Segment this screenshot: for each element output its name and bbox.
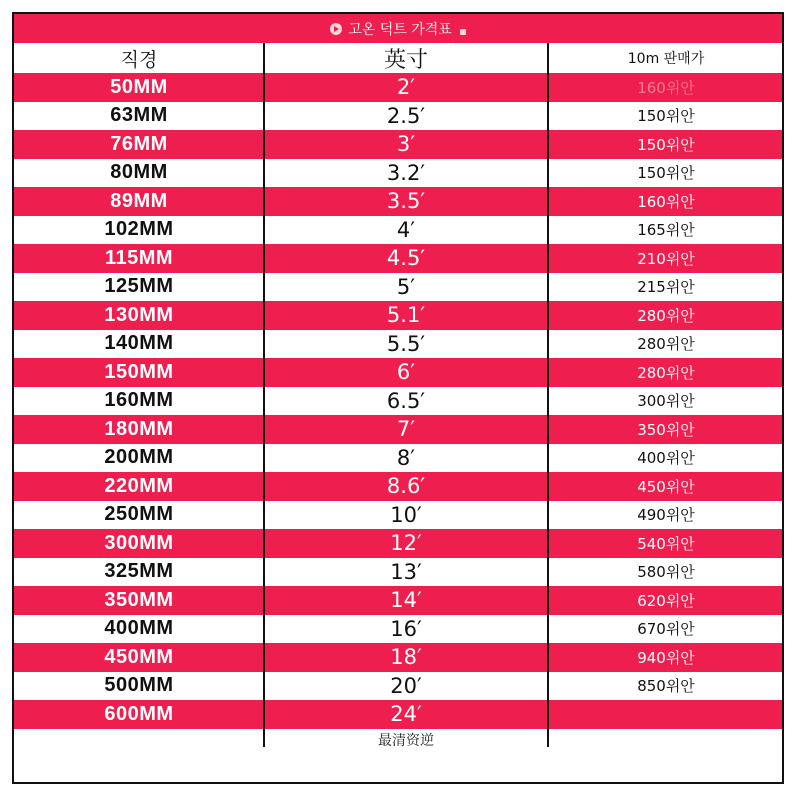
- inch-cell: 4′: [396, 217, 416, 242]
- diameter-cell: 130MM: [104, 303, 174, 326]
- inch-cell: 24′: [390, 702, 422, 727]
- diameter-cell: 400MM: [104, 617, 174, 640]
- inch-cell: 10′: [390, 502, 422, 527]
- price-cell: 280위안: [637, 363, 695, 382]
- inch-cell: 4.5′: [386, 246, 426, 271]
- diameter-cell: 500MM: [104, 674, 174, 697]
- diameter-cell: 450MM: [104, 645, 174, 668]
- title-bar: [14, 14, 782, 43]
- table-row: [14, 301, 782, 330]
- price-cell: 940위안: [637, 648, 695, 667]
- diameter-cell: 325MM: [104, 560, 174, 583]
- table-body: [14, 73, 782, 729]
- table-row: [14, 358, 782, 387]
- column-divider-1: [263, 43, 265, 747]
- price-table-frame: [12, 12, 784, 784]
- inch-cell: 2′: [396, 75, 416, 100]
- price-cell: 150위안: [637, 135, 695, 154]
- diameter-cell: 63MM: [110, 104, 168, 127]
- price-cell: 215위안: [637, 278, 695, 297]
- table-row: [14, 700, 782, 729]
- price-cell: 160위안: [637, 192, 695, 211]
- inch-cell: 3′: [396, 132, 416, 157]
- price-cell: 280위안: [637, 306, 695, 325]
- table-row: [14, 330, 782, 359]
- price-cell: 210위안: [637, 249, 695, 268]
- inch-cell: 6.5′: [386, 388, 426, 413]
- diameter-cell: 350MM: [104, 588, 174, 611]
- table-row: [14, 216, 782, 245]
- table-row: [14, 187, 782, 216]
- header-price: 10m 판매가: [627, 51, 705, 67]
- table-row: [14, 159, 782, 188]
- price-cell: 540위안: [637, 534, 695, 553]
- column-divider-2: [547, 43, 549, 747]
- price-cell: 580위안: [637, 563, 695, 582]
- table-row: [14, 672, 782, 701]
- table-row: [14, 643, 782, 672]
- diameter-cell: 76MM: [110, 132, 168, 155]
- diameter-cell: 125MM: [104, 275, 174, 298]
- price-cell: 620위안: [637, 591, 695, 610]
- price-cell: 850위안: [637, 677, 695, 696]
- diameter-cell: 89MM: [110, 189, 168, 212]
- table-row: [14, 529, 782, 558]
- price-cell: [548, 700, 784, 729]
- price-cell: 450위안: [637, 477, 695, 496]
- diameter-cell: 80MM: [110, 161, 168, 184]
- inch-cell: 5′: [396, 274, 416, 299]
- diameter-cell: 250MM: [104, 503, 174, 526]
- diameter-cell: 200MM: [104, 446, 174, 469]
- diameter-cell: 220MM: [104, 474, 174, 497]
- inch-cell: 2.5′: [386, 103, 426, 128]
- table-row: [14, 73, 782, 102]
- price-cell: 400위안: [637, 449, 695, 468]
- diameter-cell: 180MM: [104, 417, 174, 440]
- inch-cell: 18′: [390, 645, 422, 670]
- play-icon: [330, 23, 342, 35]
- inch-cell: 8.6′: [386, 474, 426, 499]
- diameter-cell: 160MM: [104, 389, 174, 412]
- price-cell: 280위안: [637, 335, 695, 354]
- table-row: [14, 615, 782, 644]
- diameter-cell: 102MM: [104, 218, 174, 241]
- table-header-row: [14, 43, 782, 73]
- diameter-cell: 140MM: [104, 332, 174, 355]
- price-cell: 165위안: [637, 221, 695, 240]
- table-row: [14, 415, 782, 444]
- price-cell: 300위안: [637, 392, 695, 411]
- price-cell: 150위안: [637, 107, 695, 126]
- footer-note: 最清资逆: [378, 733, 434, 749]
- inch-cell: 3.5′: [386, 189, 426, 214]
- table-row: [14, 501, 782, 530]
- price-cell: 160위안: [637, 78, 695, 97]
- table-row: [14, 586, 782, 615]
- diameter-cell: 300MM: [104, 531, 174, 554]
- table-row: [14, 273, 782, 302]
- inch-cell: 14′: [390, 588, 422, 613]
- table-title: 고온 덕트 가격표: [348, 21, 452, 38]
- diameter-cell: 115MM: [104, 246, 174, 269]
- inch-cell: 3.2′: [386, 160, 426, 185]
- inch-cell: 7′: [396, 417, 416, 442]
- inch-cell: 16′: [390, 616, 422, 641]
- diameter-cell: 50MM: [110, 75, 168, 98]
- inch-cell: 8′: [396, 445, 416, 470]
- price-cell: 490위안: [637, 506, 695, 525]
- table-row: [14, 444, 782, 473]
- header-diameter: 직경: [120, 48, 158, 71]
- table-row: [14, 244, 782, 273]
- inch-cell: 6′: [396, 360, 416, 385]
- inch-cell: 5.1′: [386, 303, 426, 328]
- table-row: [14, 102, 782, 131]
- table-row: [14, 472, 782, 501]
- title-decoration: [460, 29, 466, 35]
- inch-cell: 5.5′: [386, 331, 426, 356]
- inch-cell: 13′: [390, 559, 422, 584]
- table-row: [14, 130, 782, 159]
- table-row: [14, 558, 782, 587]
- header-inch: 英寸: [383, 47, 428, 73]
- table-row: [14, 387, 782, 416]
- diameter-cell: 600MM: [104, 702, 174, 725]
- inch-cell: 12′: [390, 531, 422, 556]
- diameter-cell: 150MM: [104, 360, 174, 383]
- price-cell: 350위안: [637, 420, 695, 439]
- price-cell: 670위안: [637, 620, 695, 639]
- inch-cell: 20′: [390, 673, 422, 698]
- price-cell: 150위안: [637, 164, 695, 183]
